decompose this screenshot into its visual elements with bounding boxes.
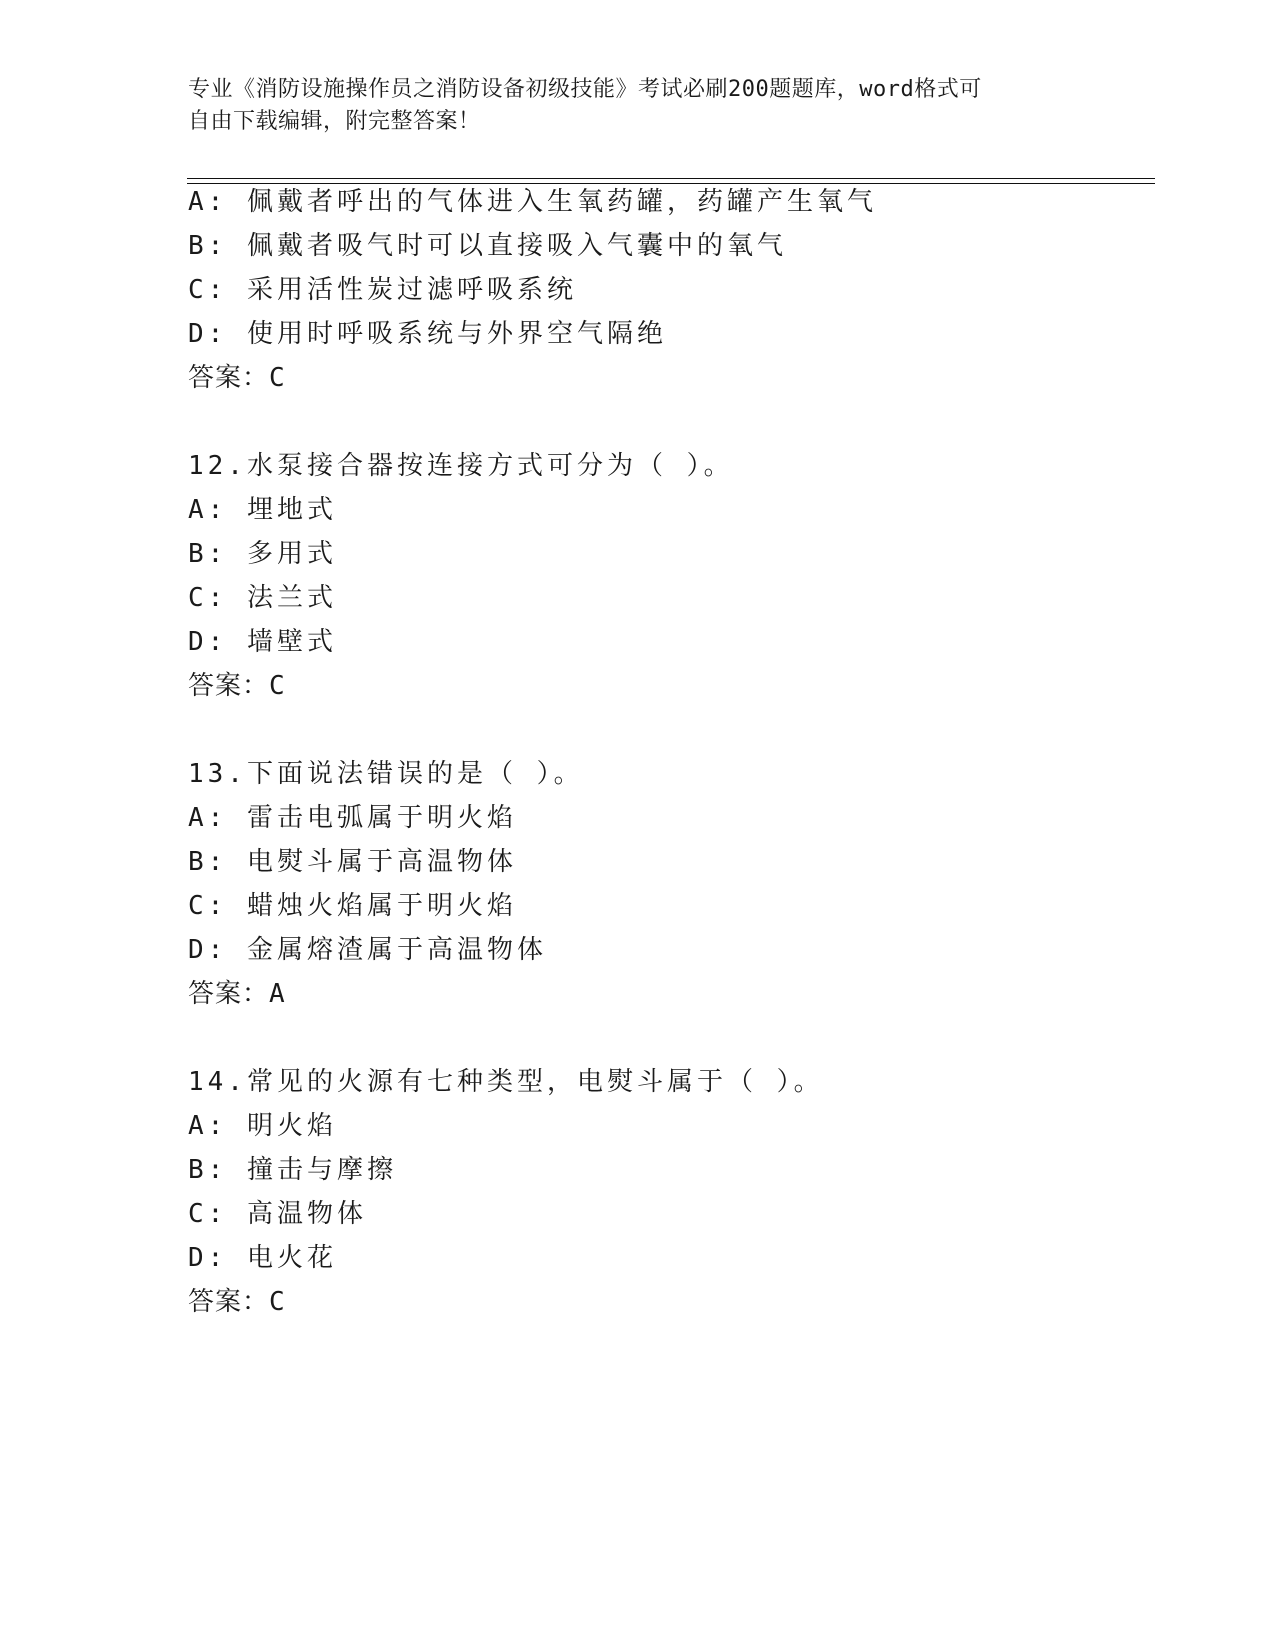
q12-option-c: C: 法兰式 xyxy=(188,583,337,613)
q11-option-b: B: 佩戴者吸气时可以直接吸入气囊中的氧气 xyxy=(188,231,787,261)
q12-answer: 答案：C xyxy=(188,671,286,701)
q12-option-d: D: 墙壁式 xyxy=(188,627,337,657)
header-line-1: 专业《消防设施操作员之消防设备初级技能》考试必刷200题题库，word格式可 xyxy=(188,77,982,102)
q14-stem: 14.常见的火源有七种类型，电熨斗属于（ ）。 xyxy=(188,1067,824,1097)
header-rule-top xyxy=(187,178,1155,179)
q14-option-a: A: 明火焰 xyxy=(188,1111,337,1141)
q11-answer: 答案：C xyxy=(188,363,286,393)
q13-stem: 13.下面说法错误的是（ ）。 xyxy=(188,759,584,789)
q12-stem: 12.水泵接合器按连接方式可分为（ ）。 xyxy=(188,451,734,481)
q13-option-a: A: 雷击电弧属于明火焰 xyxy=(188,803,517,833)
q12-option-a: A: 埋地式 xyxy=(188,495,337,525)
q14-answer: 答案：C xyxy=(188,1287,286,1317)
q13-answer: 答案：A xyxy=(188,979,286,1009)
q14-option-b: B: 撞击与摩擦 xyxy=(188,1155,397,1185)
q11-option-d: D: 使用时呼吸系统与外界空气隔绝 xyxy=(188,319,667,349)
document-header xyxy=(188,74,1088,138)
q12-option-b: B: 多用式 xyxy=(188,539,337,569)
q13-option-d: D: 金属熔渣属于高温物体 xyxy=(188,935,547,965)
q13-option-b: B: 电熨斗属于高温物体 xyxy=(188,847,517,877)
q14-option-d: D: 电火花 xyxy=(188,1243,337,1273)
q11-option-c: C: 采用活性炭过滤呼吸系统 xyxy=(188,275,577,305)
q13-option-c: C: 蜡烛火焰属于明火焰 xyxy=(188,891,517,921)
q11-option-a: A: 佩戴者呼出的气体进入生氧药罐，药罐产生氧气 xyxy=(188,187,877,217)
q14-option-c: C: 高温物体 xyxy=(188,1199,367,1229)
header-line-2: 自由下载编辑，附完整答案！ xyxy=(188,109,481,134)
